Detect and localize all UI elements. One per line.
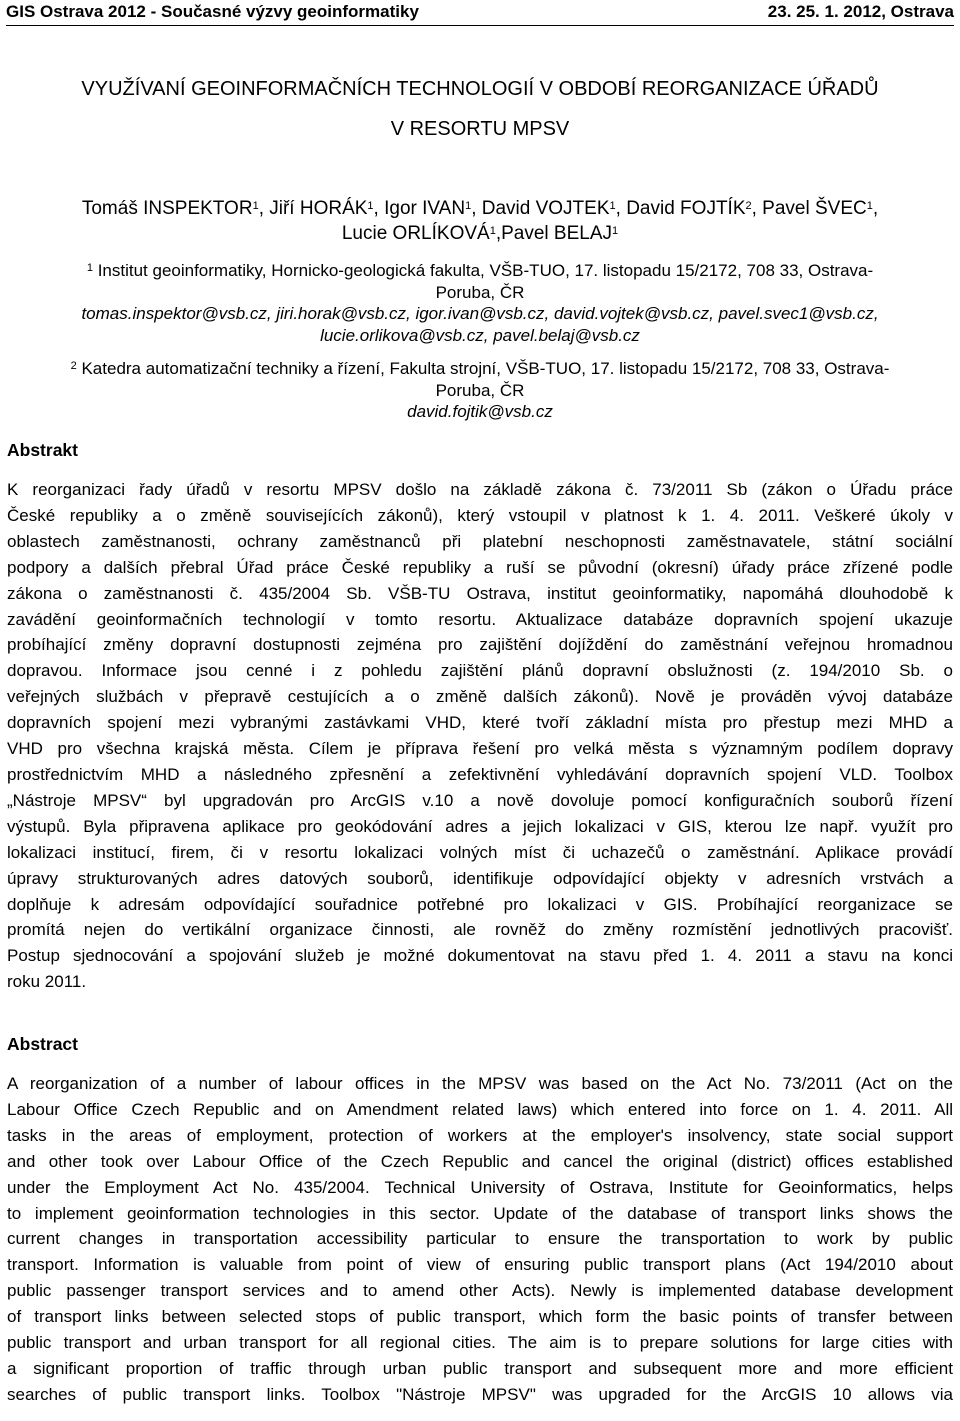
abstrakt-line: oblastech zaměstnanosti, ochrany zaměstnanců při platební neschopnosti zaměstnavatele, státní sociální <box>7 531 953 551</box>
abstrakt-line: prostřednictvím MHD a následného zpřesnění a zefektivnění vyhledávání dopravních spojení VLD. Toolbox <box>7 764 953 784</box>
paper-title-line-1: VYUŽÍVANÍ GEOINFORMAČNÍCH TECHNOLOGIÍ V OBDOBÍ REORGANIZACE ÚŘADŮ <box>81 78 879 100</box>
abstrakt-line: zákona o zaměstnanosti č. 435/2004 Sb. VŠB-TU Ostrava, institut geoinformatiky, napomáhá dlouhodobě k <box>7 583 953 603</box>
author-affiliation-mark: 1 <box>612 225 619 237</box>
conference-name: GIS Ostrava 2012 - Současné výzvy geoinformatiky <box>6 2 419 21</box>
author-emails: tomas.inspektor@vsb.cz, jiri.horak@vsb.cz, igor.ivan@vsb.cz, david.vojtek@vsb.cz, pavel.svec1@vsb.cz, <box>81 304 879 323</box>
abstrakt-line: K reorganizaci řady úřadů v resortu MPSV došlo na základě zákona č. 73/2011 Sb (zákon o Úřadu práce <box>7 480 953 499</box>
affiliation-2 <box>10 358 950 423</box>
abstract-line: Labour Office Czech Republic and on Amendment related laws) which entered into force on 1. 4. 2011. All <box>7 1099 953 1119</box>
abstract-heading: Abstract <box>7 1034 78 1054</box>
abstract-line: current changes in transportation accessibility particular to ensure the transportation to work by public <box>7 1229 953 1249</box>
affiliation-address: Institut geoinformatiky, Hornicko-geologická fakulta, VŠB-TUO, 17. listopadu 15/2172, 708 33, Ostrava- <box>97 261 874 280</box>
abstrakt-line: České republiky a o změně souvisejících zákonů), který vstoupil v platnost k 1. 4. 2011. Veškeré úkoly v <box>7 505 953 525</box>
abstract-line: under the Employment Act No. 435/2004. Technical University of Ostrava, Institute for Geoinformatics, helps <box>7 1177 953 1197</box>
affiliation-address: Katedra automatizační techniky a řízení, Fakulta strojní, VŠB-TUO, 17. listopadu 15/2172, 708 33, Ostrava- <box>81 359 890 378</box>
abstract-body <box>7 1071 953 1408</box>
abstrakt-body <box>7 477 953 995</box>
author-affiliation-mark: 2 <box>745 200 752 212</box>
author-name: , David FOJTÍK <box>615 198 746 219</box>
abstract-line: transport. Information is valuable from point of view of ensuring public transport plans (Act 194/2010 about <box>7 1255 953 1275</box>
abstract-line: of transport links between selected stops of public transport, which form the basic points of transfer between <box>7 1307 953 1327</box>
affiliation-city: Poruba, ČR <box>435 282 525 302</box>
page-header <box>0 0 960 24</box>
abstrakt-line: roku 2011. <box>7 972 87 992</box>
abstract-line: A reorganization of a number of labour offices in the MPSV was based on the Act No. 73/2011 (Act on the <box>7 1074 953 1093</box>
author-line-1: Tomáš INSPEKTOR$^1$, Jiří HORÁK$^1$, Igor IVAN$^1$, David VOJTEK$^1$, David FOJTÍK$^2$, Pavel ŠVEC$^1$, <box>81 198 879 219</box>
author-affiliation-mark: 1 <box>252 200 259 212</box>
affiliation-number: 1 <box>86 262 93 274</box>
conference-date: 23. 25. 1. 2012, Ostrava <box>767 2 954 21</box>
abstract-line: public transport and urban transport for all regional cities. The aim is to prepare solutions for large cities with <box>7 1333 953 1353</box>
author-affiliation-mark: 1 <box>609 200 616 212</box>
author-affiliation-mark: 1 <box>489 225 496 237</box>
affiliation-city: Poruba, ČR <box>435 380 525 400</box>
abstrakt-line: podpory a dalších přebral Úřad práce České republiky a ruší se původní (okresní) úřady práce zřízené podle <box>7 557 953 577</box>
abstract-line: searches of public transport links. Toolbox "Nástroje MPSV" was upgraded for the ArcGIS 10 allows via <box>7 1384 953 1404</box>
author-line-2 <box>10 221 950 246</box>
abstract-line: a significant proportion of traffic through urban public transport and subsequent more and more efficient <box>7 1358 953 1378</box>
author-name: , David VOJTEK <box>471 198 610 219</box>
abstrakt-line: Postup sjednocování a spojování služeb je možné dokumentovat na stavu před 1. 4. 2011 a stavu na konci <box>7 946 953 966</box>
abstrakt-line: veřejných službách v přepravě cestujících a o změně dalších zákonů). Nově je prováděn vývoj databáze <box>7 687 953 707</box>
author-affiliation-mark: 1 <box>866 200 873 212</box>
affiliation-1 <box>10 260 950 346</box>
abstrakt-line: „Nástroje MPSV“ byl upgradován pro ArcGIS v.10 a nově dovoluje pomocí konfiguračních souborů řízení <box>7 790 953 810</box>
abstrakt-line: zavádění geoinformačních technologií v tomto resortu. Aktualizace databáze dopravních spojení ukazuje <box>7 609 953 629</box>
author-name: , Igor IVAN <box>373 198 466 219</box>
abstrakt-line: dopravou. Informace jsou cenné i z pohledu zajištění plánů dopravní obslužnosti (z. 194/2010 Sb. o <box>7 661 953 681</box>
abstrakt-line: doplňuje k adresám odpovídající souřadnice potřebné pro lokalizaci v GIS. Probíhající reorganizace se <box>7 894 953 914</box>
author-affiliation-mark: 1 <box>367 200 374 212</box>
abstrakt-line: výstupů. Byla připravena aplikace pro geokódování adres a jejich lokalizaci v GIS, kterou lze např. využít pro <box>7 816 953 836</box>
author-affiliation-mark: 1 <box>465 200 472 212</box>
author-list <box>10 196 950 246</box>
author-name: Tomáš INSPEKTOR <box>81 198 253 219</box>
abstrakt-line: lokalizaci institucí, firem, či v resortu lokalizaci volných míst či uchazečů o zaměstnání. Aplikace provádí <box>7 842 953 862</box>
paper-title-line-2: V RESORTU MPSV <box>390 118 570 140</box>
author-name: ,Pavel BELAJ <box>495 223 612 244</box>
abstract-line: tasks in the areas of employment, protection of workers at the employer's insolvency, state social support <box>7 1125 953 1145</box>
author-name: , Pavel ŠVEC <box>751 198 867 219</box>
abstrakt-line: promítá nejen do vertikální organizace činnosti, ale rovněž do změny rozmístění jednotlivých pracovišť. <box>7 920 953 940</box>
abstract-line: public passenger transport services and to amend other Acts). Newly is implemented database development <box>7 1281 953 1301</box>
abstract-line: and other took over Labour Office of the Czech Republic and cancel the original (district) offices established <box>7 1151 953 1171</box>
abstract-line: to implement geoinformation technologies in this sector. Update of the database of transport links shows the <box>7 1203 953 1223</box>
abstrakt-line: VHD pro všechna krajská města. Cílem je příprava řešení pro velká města s významným podílem dopravy <box>7 739 953 759</box>
author-name: , Jiří HORÁK <box>258 198 368 219</box>
abstrakt-heading: Abstrakt <box>7 440 78 460</box>
author-name: Lucie ORLÍKOVÁ <box>341 223 490 244</box>
author-email: david.fojtik@vsb.cz <box>407 402 553 421</box>
author-emails: lucie.orlikova@vsb.cz, pavel.belaj@vsb.cz <box>320 325 640 345</box>
abstrakt-line: úpravy strukturovaných adres datových souborů, identifikuje odpovídající objekty v adresních vrstvách a <box>7 868 953 888</box>
abstrakt-line: dopravních spojení mezi vybranými zastávkami VHD, které tvoří základní místa pro přestup mezi MHD a <box>7 713 953 733</box>
abstrakt-line: probíhající změny dopravní dostupnosti zejména pro zajištění dojíždění do zaměstnání veřejnou hromadnou <box>7 635 953 655</box>
header-rule <box>6 25 954 26</box>
affiliation-number: 2 <box>70 360 77 372</box>
